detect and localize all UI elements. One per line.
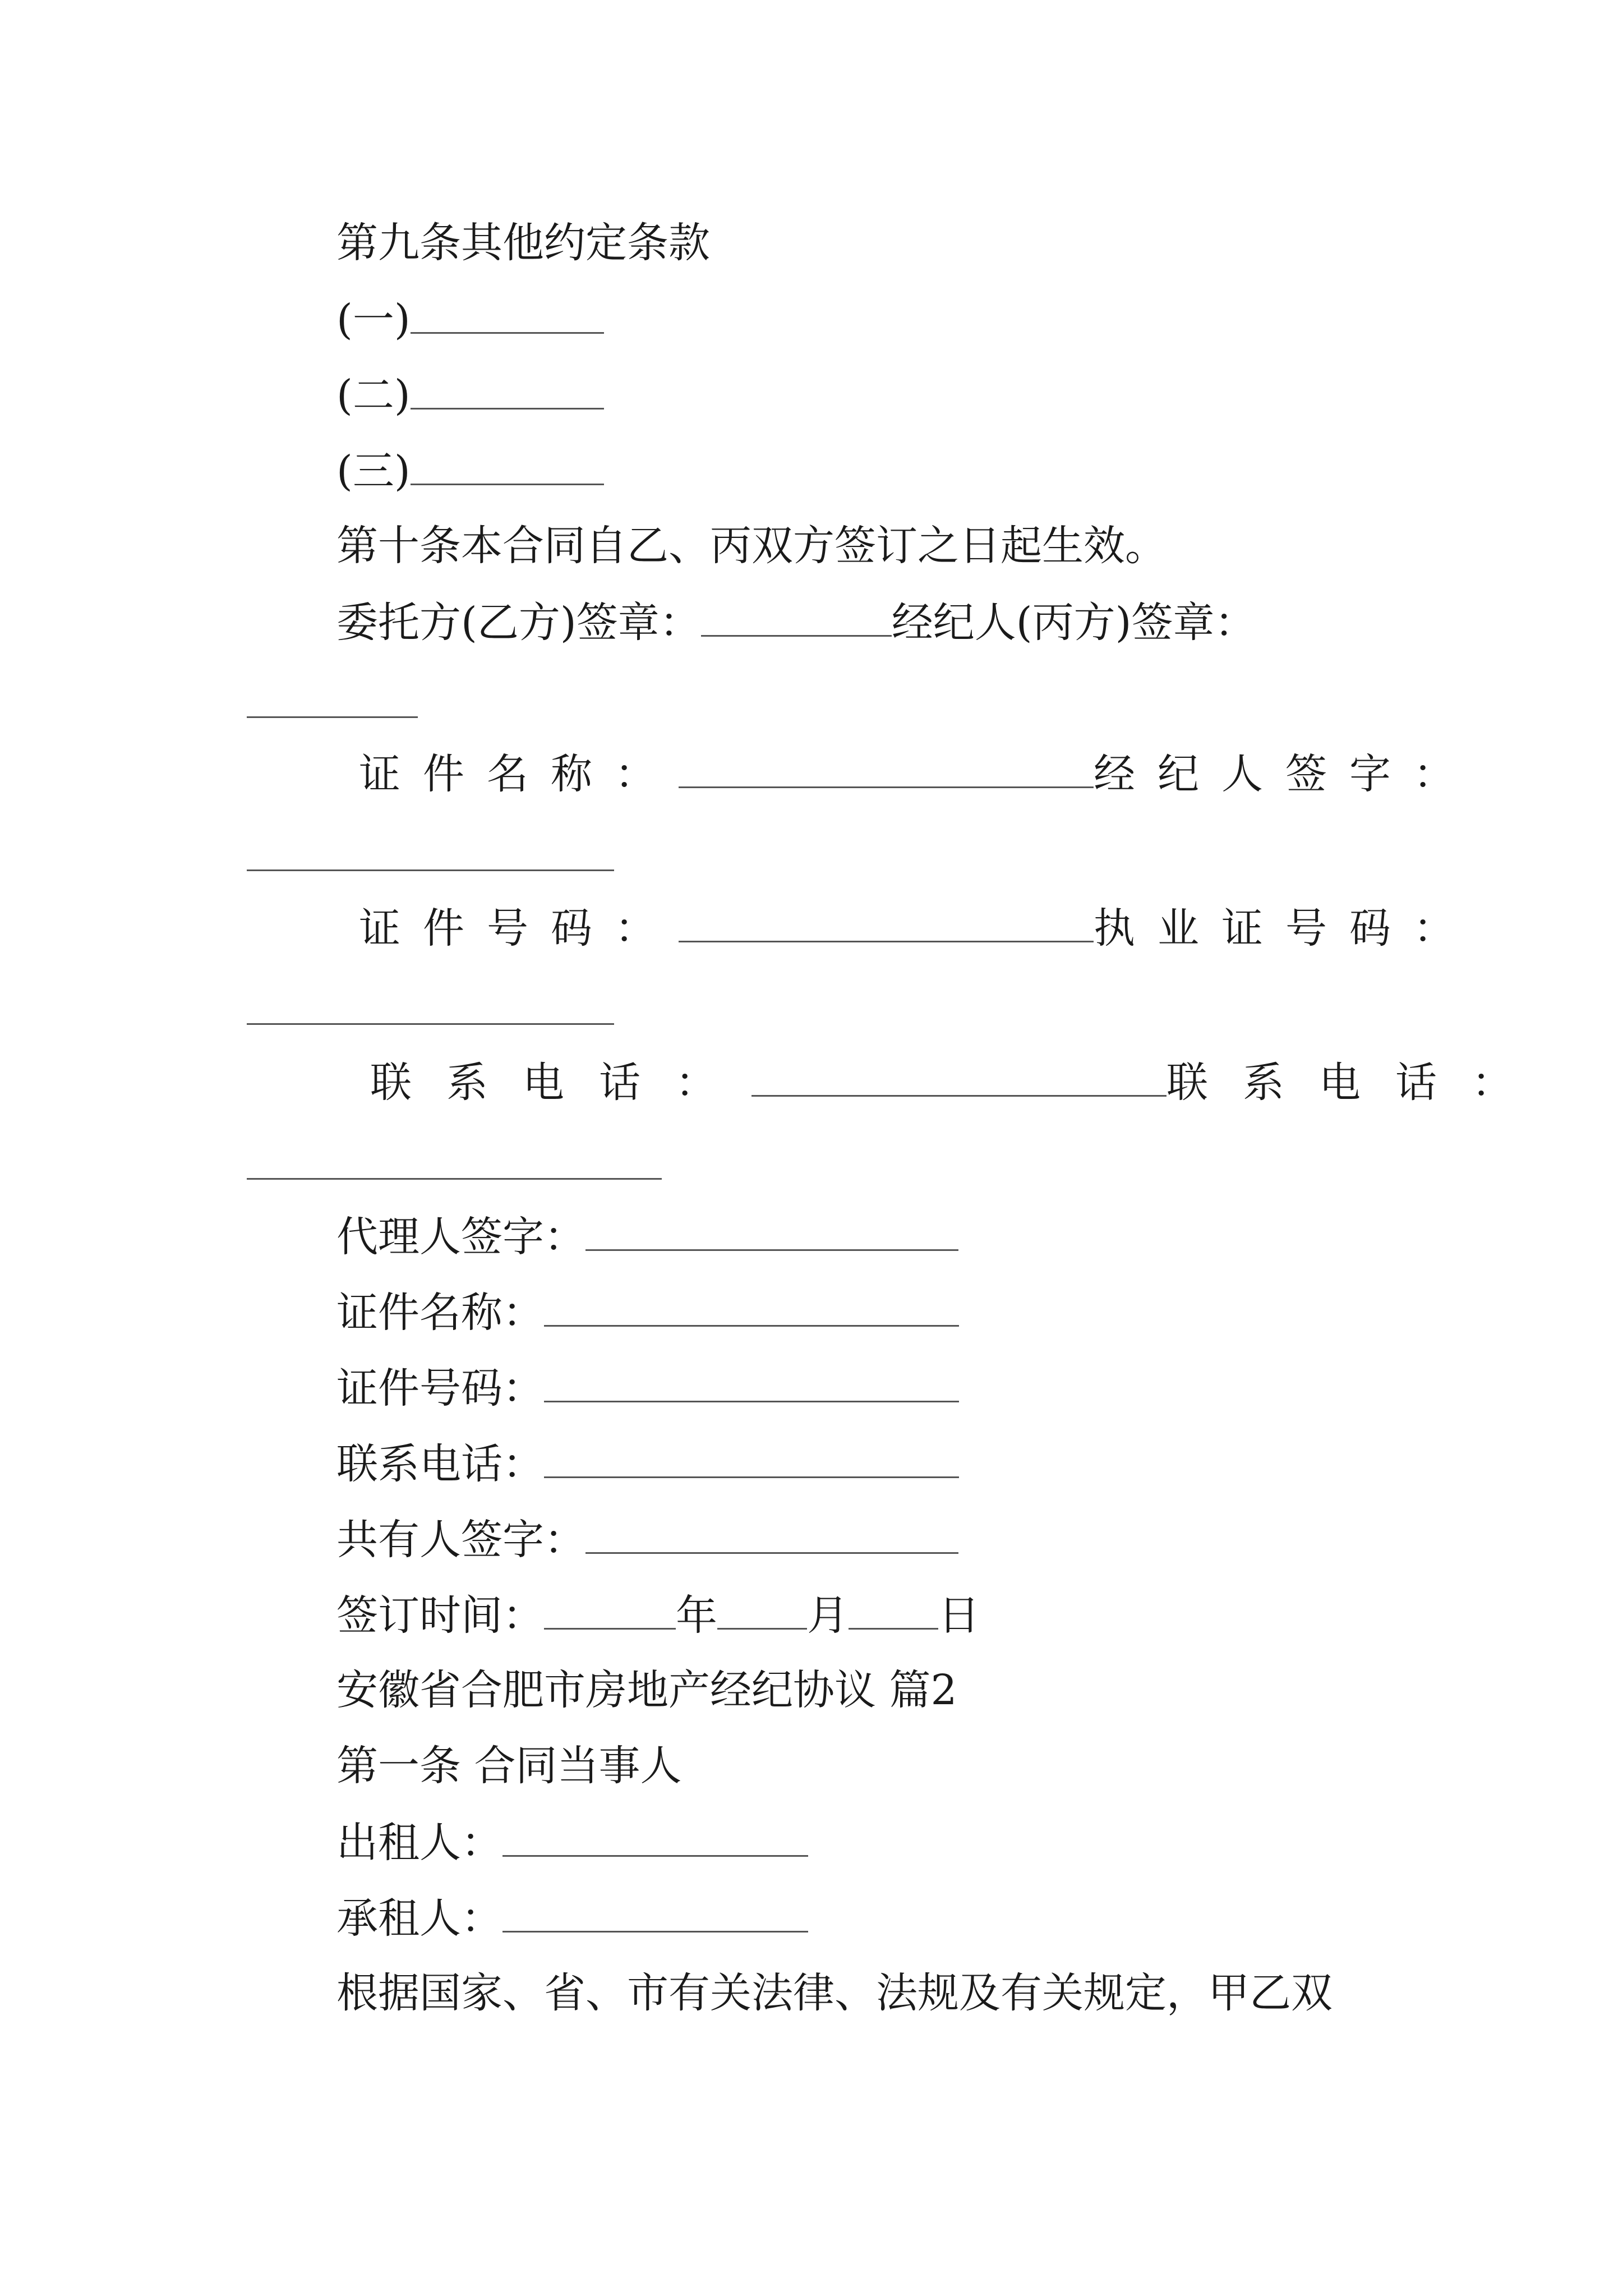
- license-number-blank[interactable]: [247, 1022, 614, 1025]
- proxy-id-number-line: 证件号码：: [336, 1360, 959, 1415]
- fill-blank[interactable]: [411, 443, 604, 485]
- lessee-line: 承租人：: [336, 1890, 808, 1945]
- signature-line-2: 证件名称： 经纪人签字：: [359, 746, 1477, 801]
- fill-blank[interactable]: [411, 292, 604, 334]
- agent-sign-blank[interactable]: [247, 715, 418, 718]
- article9-item-3: (三): [336, 443, 604, 498]
- article9-item-1: (一): [336, 292, 604, 347]
- sign-date-line: 签订时间： 年 月 日: [336, 1588, 980, 1642]
- id-name-blank[interactable]: [679, 746, 1094, 788]
- proxy-id-name-line: 证件名称：: [336, 1285, 959, 1340]
- id-number-blank[interactable]: [679, 900, 1094, 942]
- lessor-blank[interactable]: [502, 1815, 808, 1857]
- month-blank[interactable]: [717, 1588, 807, 1630]
- lessor-line: 出租人：: [336, 1815, 808, 1870]
- co-owner-sign-blank[interactable]: [585, 1512, 958, 1554]
- fill-blank[interactable]: [411, 367, 604, 409]
- proxy-id-name-blank[interactable]: [544, 1285, 959, 1327]
- basis-text: 根据国家、省、市有关法律、法规及有关规定，甲乙双: [336, 1969, 1332, 2017]
- article9-title: 第九条其他约定条款: [336, 219, 710, 267]
- signature-line-1: 委托方(乙方)签章： 经纪人(丙方)签章：: [336, 595, 1256, 650]
- signature-line-3: 证件号码： 执业证号码：: [359, 900, 1477, 955]
- day-blank[interactable]: [849, 1588, 938, 1630]
- lessee-blank[interactable]: [502, 1890, 808, 1932]
- section2-article1: 第一条 合同当事人: [336, 1742, 682, 1790]
- agent-signature-blank[interactable]: [247, 868, 614, 871]
- article10-text: 第十条本合同自乙、丙双方签订之日起生效。: [336, 522, 1166, 570]
- client-sign-blank[interactable]: [701, 595, 892, 637]
- proxy-phone-line: 联系电话：: [336, 1436, 959, 1491]
- phone-blank[interactable]: [751, 1055, 1166, 1097]
- article9-item-2: (二): [336, 367, 604, 422]
- co-owner-sign-line: 共有人签字：: [336, 1512, 958, 1567]
- section2-heading: 安徽省合肥市房地产经纪协议 篇2: [336, 1666, 957, 1714]
- phone2-blank[interactable]: [247, 1177, 662, 1180]
- signature-line-4: 联系电话： 联系电话：: [370, 1055, 1548, 1110]
- proxy-sign-blank[interactable]: [585, 1209, 958, 1251]
- proxy-id-number-blank[interactable]: [544, 1360, 959, 1402]
- proxy-sign-line: 代理人签字：: [336, 1209, 958, 1264]
- year-blank[interactable]: [544, 1588, 676, 1630]
- proxy-phone-blank[interactable]: [544, 1436, 959, 1478]
